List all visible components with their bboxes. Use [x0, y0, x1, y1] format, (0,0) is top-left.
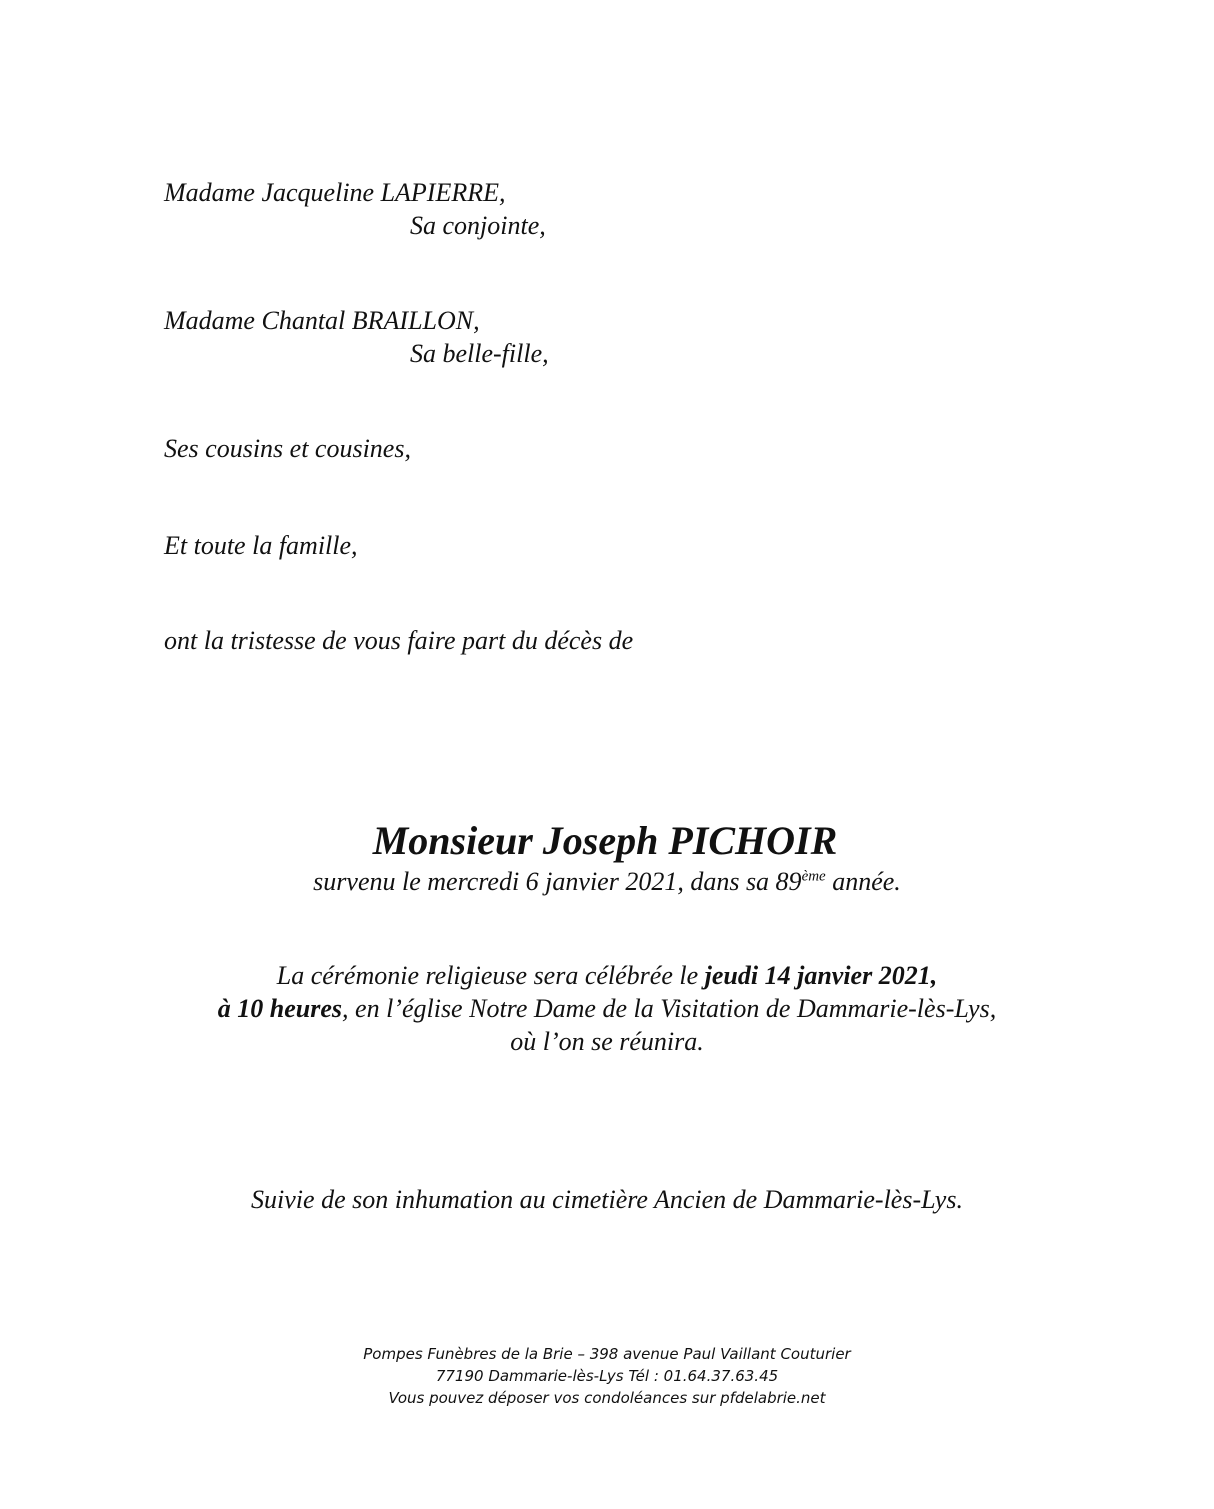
- spouse-relation: Sa conjointe,: [410, 211, 546, 240]
- ceremony-line-2: [0, 993, 1214, 1025]
- ceremony-line-3: où l’on se réunira.: [510, 1027, 704, 1056]
- daughter-in-law-name: Madame Chantal BRAILLON,: [164, 306, 480, 335]
- deceased-info-superscript: ème: [801, 868, 826, 885]
- deceased-info-text-end: année.: [825, 867, 901, 896]
- footer-line-1: Pompes Funèbres de la Brie – 398 avenue Paul Vaillant Couturier: [363, 1345, 851, 1363]
- ceremony-location: , en l’église Notre Dame de la Visitation de Dammarie-lès-Lys,: [342, 994, 997, 1023]
- deceased-info-text: survenu le mercredi 6 janvier 2021, dans sa 89: [313, 867, 802, 896]
- footer-line-3: Vous pouvez déposer vos condoléances sur pfdelabrie.net: [388, 1389, 826, 1407]
- ceremony-line-1: [0, 960, 1214, 992]
- deceased-name: Monsieur Joseph PICHOIR: [372, 818, 838, 863]
- footer-line-2: 77190 Dammarie-lès-Lys Tél : 01.64.37.63.45: [435, 1367, 779, 1385]
- ceremony-date: jeudi 14 janvier 2021,: [704, 961, 938, 990]
- daughter-in-law-relation: Sa belle-fille,: [410, 339, 549, 368]
- cousins-line: Ses cousins et cousines,: [164, 434, 411, 463]
- burial-line: Suivie de son inhumation au cimetière Ancien de Dammarie-lès-Lys.: [251, 1185, 963, 1214]
- deceased-info: [0, 867, 1214, 897]
- ceremony-time: à 10 heures: [217, 994, 343, 1023]
- ceremony-text: La cérémonie religieuse sera célébrée le: [276, 961, 705, 990]
- spouse-name: Madame Jacqueline LAPIERRE,: [164, 178, 506, 207]
- family-line: Et toute la famille,: [164, 531, 358, 560]
- announcement-line: ont la tristesse de vous faire part du décès de: [164, 626, 634, 655]
